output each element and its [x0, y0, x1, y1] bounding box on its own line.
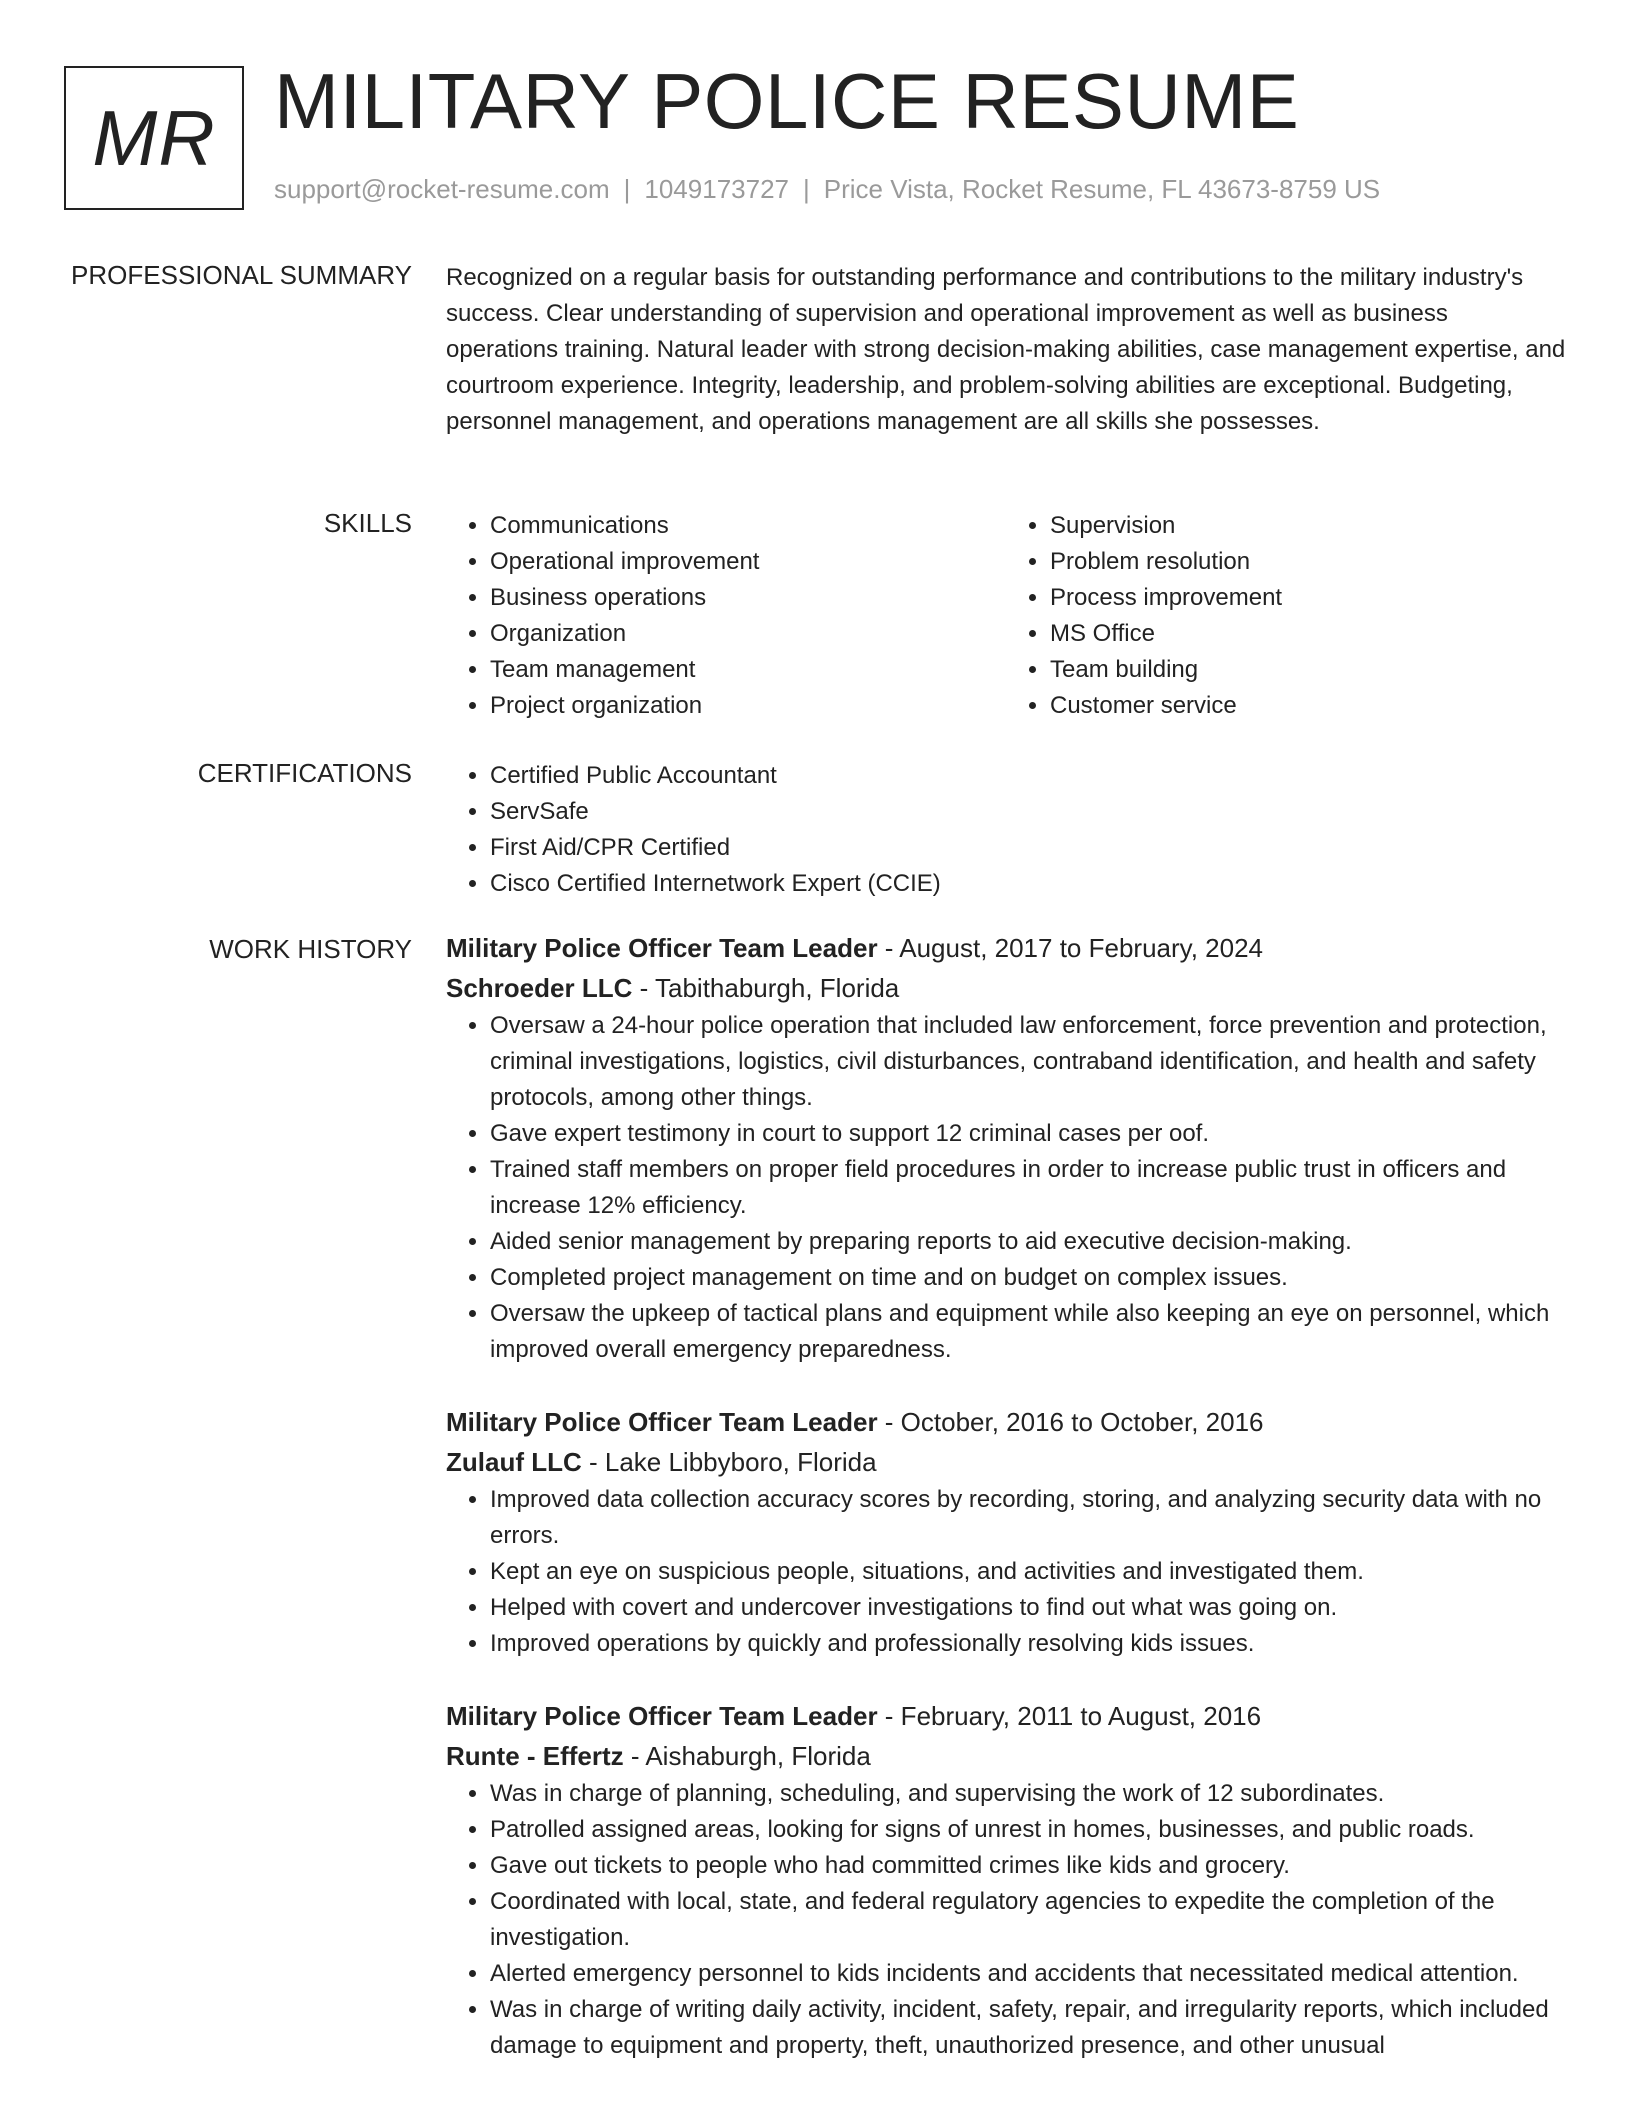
summary-text: Recognized on a regular basis for outstanding performance and contributions to the military industry's success. Clear understanding of supervision and operational improvement as well as business operations training. Natural leader with strong decision-making abilities, case management expertise, and courtroom experience. Integrity, leadership, and problem-solving abilities are exceptional. Budgeting, personnel management, and operations management are all skills she possesses.	[446, 264, 1566, 435]
list-item: • Improved operations by quickly and professionally resolving kids issues.	[490, 1626, 1566, 1662]
contact-address: Price Vista, Rocket Resume, FL 43673-8759 US	[823, 174, 1381, 204]
job-bullets	[446, 1776, 1566, 2064]
list-item: • Patrolled assigned areas, looking for signs of unrest in homes, businesses, and public roads.	[490, 1812, 1566, 1848]
job-company: Schroeder LLC	[446, 973, 633, 1003]
skills-list-left	[446, 508, 1006, 724]
job-company: Zulauf LLC	[446, 1447, 582, 1477]
job-entry	[446, 1402, 1566, 1662]
list-item: • Customer service	[1050, 688, 1566, 724]
list-item: • Gave out tickets to people who had committed crimes like kids and grocery.	[490, 1848, 1566, 1884]
list-item: • Completed project management on time and on budget on complex issues.	[490, 1260, 1566, 1296]
list-item: • Alerted emergency personnel to kids incidents and accidents that necessitated medical attention.	[490, 1956, 1566, 1992]
job-location: - Tabithaburgh, Florida	[632, 973, 900, 1003]
contact-separator: |	[803, 174, 810, 204]
list-item: • Was in charge of planning, scheduling, and supervising the work of 12 subordinates.	[490, 1776, 1566, 1812]
contact-email: support@rocket-resume.com	[274, 174, 610, 204]
list-item: • Was in charge of writing daily activity, incident, safety, repair, and irregularity reports, which included damage to equipment and property, theft, unauthorized presence, and other unusual	[490, 1992, 1566, 2064]
job-bullets	[446, 1008, 1566, 1368]
job-entry	[446, 928, 1566, 1368]
job-entry	[446, 1696, 1566, 2064]
contact-phone: 1049173727	[644, 174, 789, 204]
list-item: • Team building	[1050, 652, 1566, 688]
list-item: • Coordinated with local, state, and federal regulatory agencies to expedite the completion of the investigation.	[490, 1884, 1566, 1956]
skills-list-right	[1006, 508, 1566, 724]
list-item: • First Aid/CPR Certified	[490, 830, 1566, 866]
job-dates: - October, 2016 to October, 2016	[877, 1407, 1264, 1437]
list-item: • Communications	[490, 508, 1006, 544]
list-item: • MS Office	[1050, 616, 1566, 652]
monogram-logo: MR	[64, 66, 244, 210]
list-item: • Trained staff members on proper field procedures in order to increase public trust in officers and increase 12% efficiency.	[490, 1152, 1566, 1224]
list-item: • Aided senior management by preparing reports to aid executive decision-making.	[490, 1224, 1566, 1260]
job-title: Military Police Officer Team Leader	[446, 933, 878, 963]
contact-line	[274, 174, 1380, 205]
job-location: - Lake Libbyboro, Florida	[581, 1447, 877, 1477]
list-item: • Improved data collection accuracy scores by recording, storing, and analyzing security data with no errors.	[490, 1482, 1566, 1554]
list-item: • Helped with covert and undercover investigations to find out what was going on.	[490, 1590, 1566, 1626]
list-item: • Project organization	[490, 688, 1006, 724]
list-item: • Team management	[490, 652, 1006, 688]
list-item: • Problem resolution	[1050, 544, 1566, 580]
list-item: • Cisco Certified Internetwork Expert (CCIE)	[490, 866, 1566, 902]
job-title: Military Police Officer Team Leader	[446, 1701, 878, 1731]
list-item: • Organization	[490, 616, 1006, 652]
list-item: • Supervision	[1050, 508, 1566, 544]
job-title-line	[446, 1696, 1566, 1736]
list-item: • Kept an eye on suspicious people, situations, and activities and investigated them.	[490, 1554, 1566, 1590]
job-bullets	[446, 1482, 1566, 1662]
job-dates: - February, 2011 to August, 2016	[877, 1701, 1262, 1731]
job-title-line	[446, 928, 1566, 968]
certifications-list	[446, 758, 1566, 902]
list-item: • Certified Public Accountant	[490, 758, 1566, 794]
summary-label: PROFESSIONAL SUMMARY	[71, 260, 412, 290]
certifications-label: CERTIFICATIONS	[197, 758, 412, 788]
job-company: Runte - Effertz	[446, 1741, 624, 1771]
work-history-label: WORK HISTORY	[209, 934, 412, 964]
job-title: Military Police Officer Team Leader	[446, 1407, 878, 1437]
job-location: - Aishaburgh, Florida	[623, 1741, 871, 1771]
list-item: • Process improvement	[1050, 580, 1566, 616]
list-item: • Business operations	[490, 580, 1006, 616]
job-dates: - August, 2017 to February, 2024	[877, 933, 1264, 963]
skills-label: SKILLS	[323, 508, 412, 538]
job-company-line	[446, 1442, 1566, 1482]
page-title: MILITARY POLICE RESUME	[274, 57, 1300, 145]
contact-separator: |	[623, 174, 631, 204]
job-company-line	[446, 1736, 1566, 1776]
list-item: • Operational improvement	[490, 544, 1006, 580]
list-item: • Gave expert testimony in court to support 12 criminal cases per oof.	[490, 1116, 1566, 1152]
job-title-line	[446, 1402, 1566, 1442]
list-item: • Oversaw a 24-hour police operation that included law enforcement, force prevention and protection, criminal investigations, logistics, civil disturbances, contraband identification, and health and safety protocols, among other things.	[490, 1008, 1566, 1116]
list-item: • Oversaw the upkeep of tactical plans and equipment while also keeping an eye on personnel, which improved overall emergency preparedness.	[490, 1296, 1566, 1368]
job-company-line	[446, 968, 1566, 1008]
list-item: • ServSafe	[490, 794, 1566, 830]
